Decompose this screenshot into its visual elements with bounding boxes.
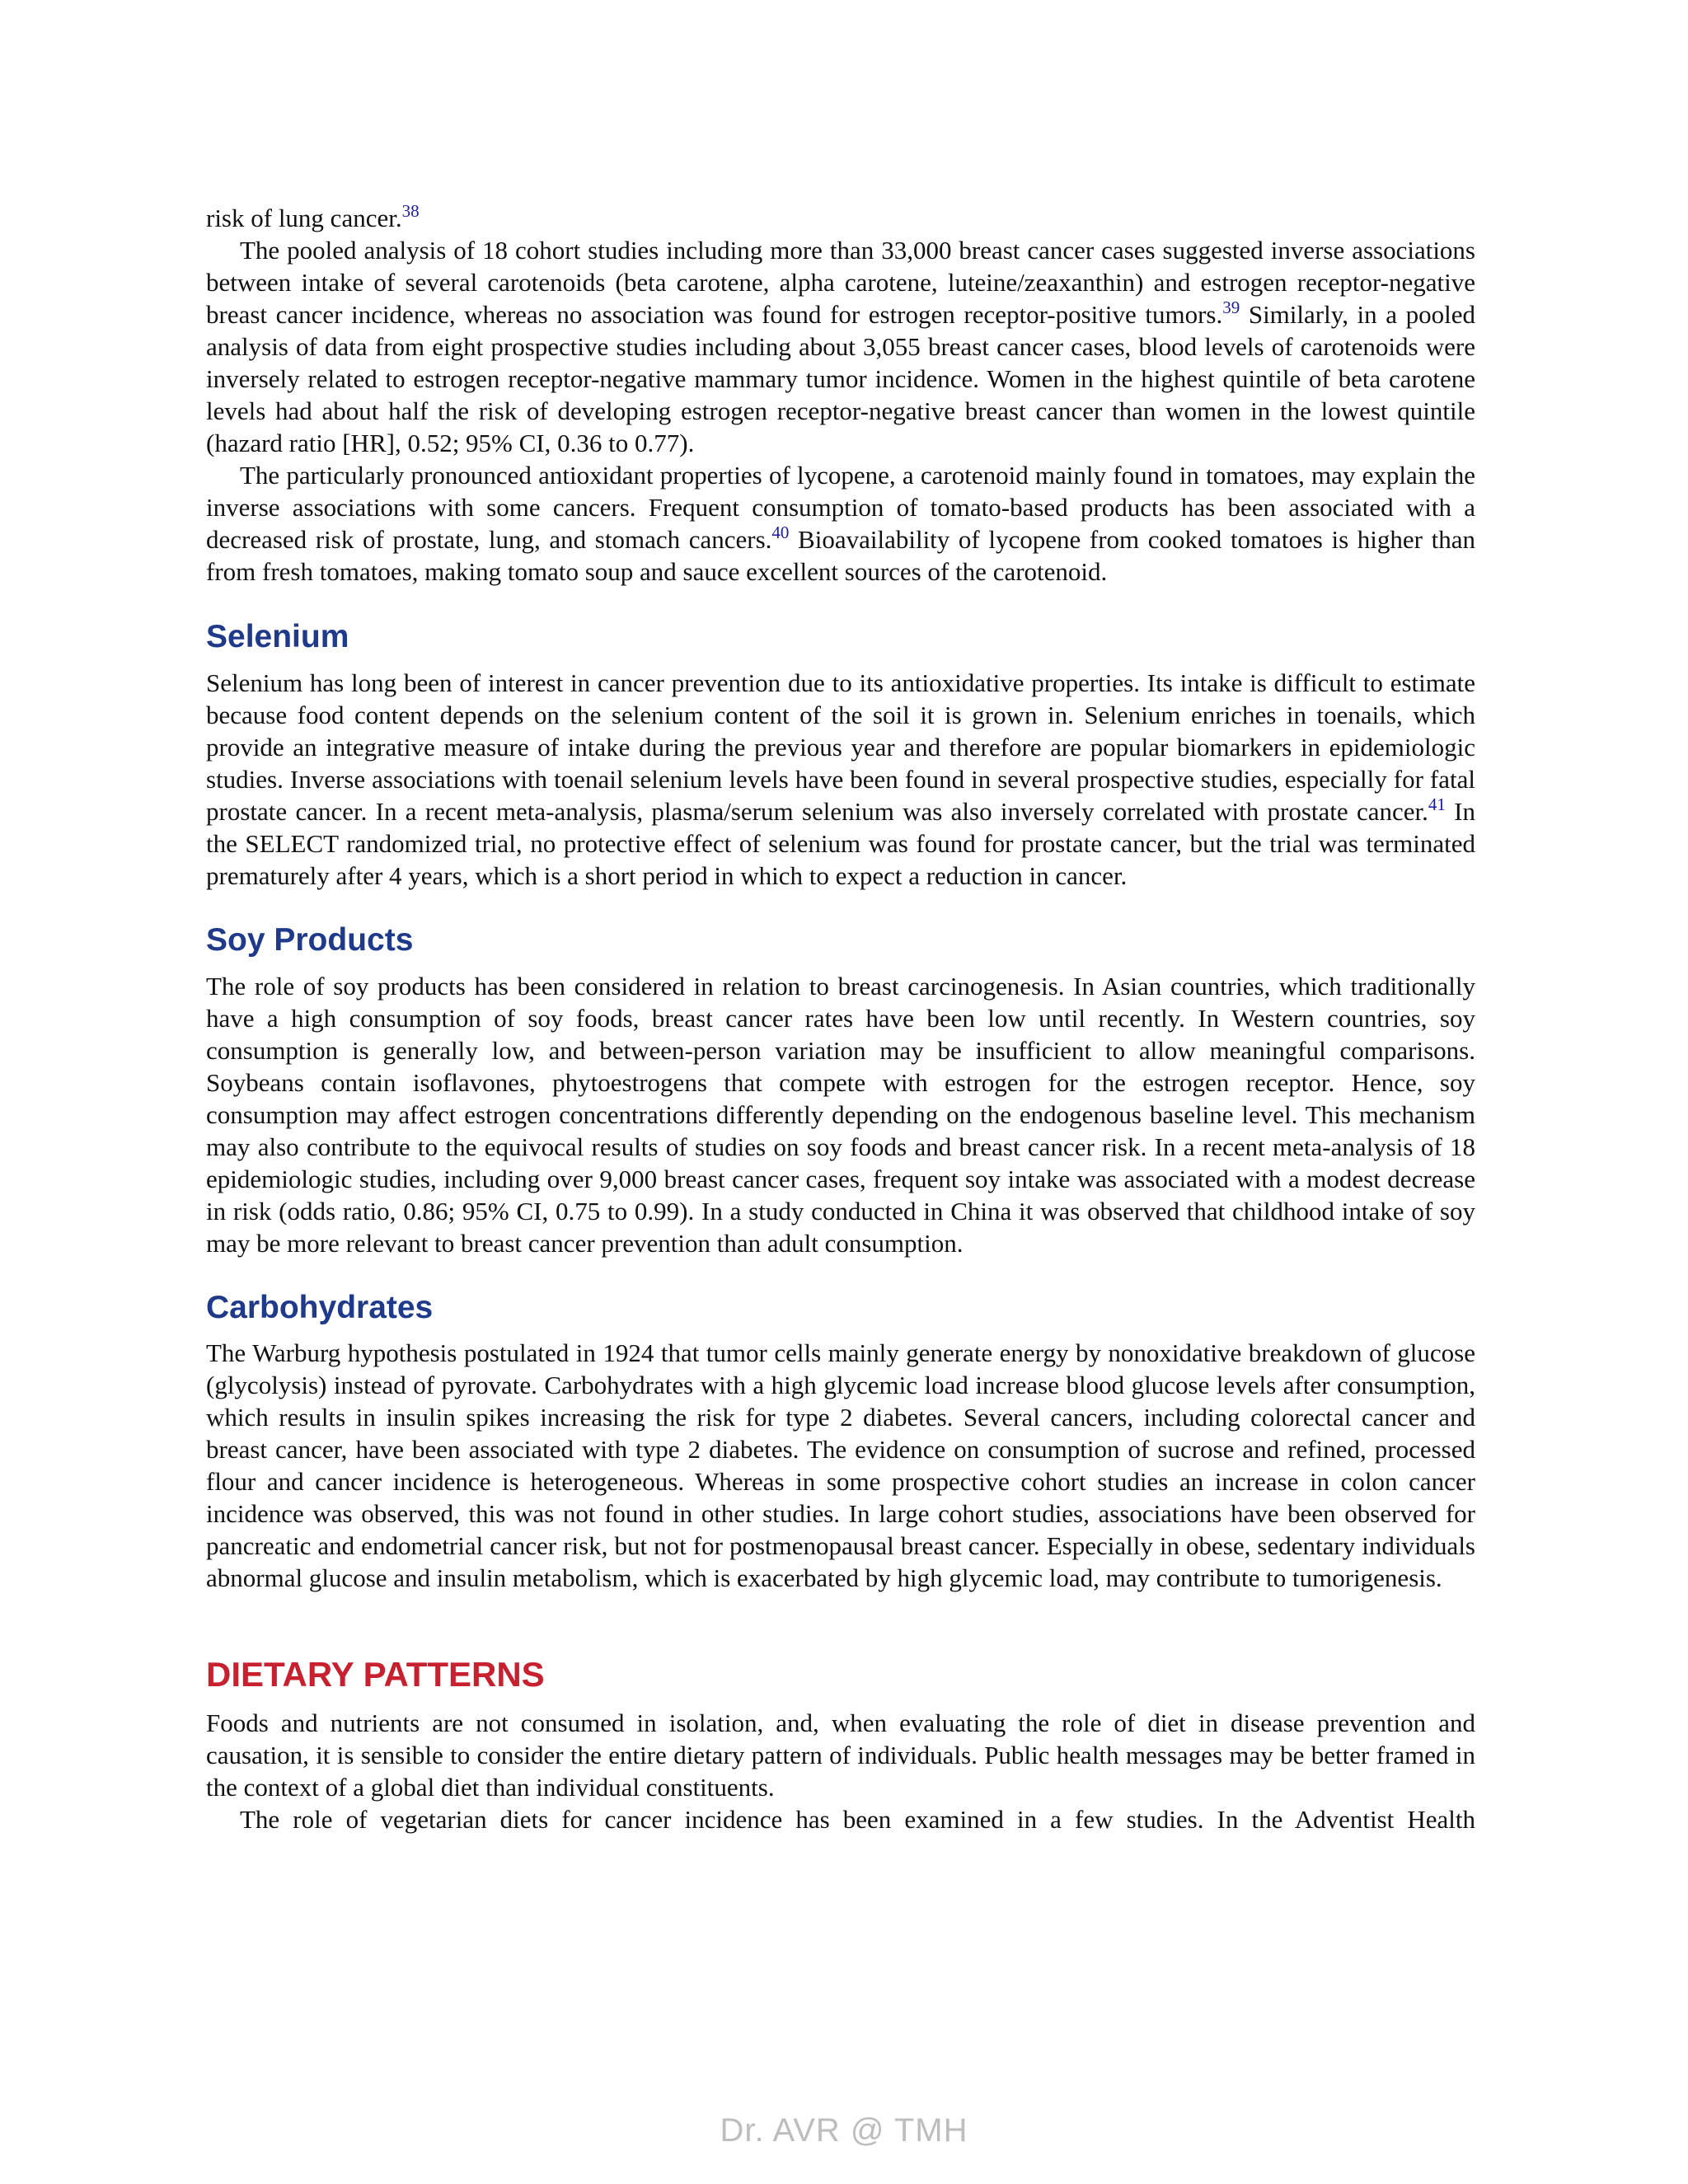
soy-products-paragraph: The role of soy products has been considered in relation to breast carcinogenesis. In Asian countries, which traditionally have a high consumption of soy foods, breast cancer rates have been low until recently. In Western countries, soy consumption is generally low, and between-person variation may be insufficient to allow meaningful comparisons. Soybeans contain isoflavones, phytoestrogens that compete with estrogen for the estrogen receptor. Hence, soy consumption may affect estrogen concentrations differently depending on the endogenous baseline level. This mechanism may also contribute to the equivocal results of studies on soy foods and breast cancer risk. In a recent meta-analysis of 18 epidemiologic studies, including over 9,000 breast cancer cases, frequent soy intake was associated with a modest decrease in risk (odds ratio, 0.86; 95% CI, 0.75 to 0.99). In a study conducted in China it was observed that childhood intake of soy may be more relevant to breast cancer prevention than adult consumption. [206,972,1475,1258]
carbohydrates-heading: Carbohydrates [206,1290,434,1325]
document-page [206,202,1475,1835]
reference-link-39[interactable]: 39 [1222,297,1240,317]
selenium-heading: Selenium [206,619,349,654]
dietary-patterns-paragraph-2: The role of vegetarian diets for cancer incidence has been examined in a few studies. In the Adventist Health [240,1805,1475,1834]
carotenoid-pooled-analysis-paragraph: The pooled analysis of 18 cohort studies including more than 33,000 breast cancer cases suggested inverse associations between intake of several carotenoids (beta carotene, alpha carotene, luteine/zeaxanthin) and estrogen receptor-negative breast cancer incidence, whereas no association was found for estrogen receptor-positive tumors.$^{39}$ Similarly, in a pooled analysis of data from eight prospective studies including about 3,055 breast cancer cases, blood levels of carotenoids were inversely related to estrogen receptor-negative mammary tumor incidence. Women in the highest quintile of beta carotene levels had about half the risk of developing estrogen receptor-negative breast cancer than women in the lowest quintile (hazard ratio [HR], 0.52; 95% CI, 0.36 to 0.77). [206,236,1475,457]
reference-link-38[interactable]: 38 [401,200,420,221]
carotenoid-paragraph-end: risk of lung cancer.$^{38}$ [206,200,420,232]
carbohydrates-paragraph: The Warburg hypothesis postulated in 1924 that tumor cells mainly generate energy by nonoxidative breakdown of glucose (glycolysis) instead of pyrovate. Carbohydrates with a high glycemic load increase blood glucose levels after consumption, which results in insulin spikes increasing the risk for type 2 diabetes. Several cancers, including colorectal cancer and breast cancer, have been associated with type 2 diabetes. The evidence on consumption of sucrose and refined, processed flour and cancer incidence is heterogeneous. Whereas in some prospective cohort studies an increase in colon cancer incidence was observed, this was not found in other studies. In large cohort studies, associations have been observed for pancreatic and endometrial cancer risk, but not for postmenopausal breast cancer. Especially in obese, sedentary individuals abnormal glucose and insulin metabolism, which is exacerbated by high glycemic load, may contribute to tumorigenesis. [206,1338,1475,1592]
dietary-patterns-heading: DIETARY PATTERNS [206,1655,545,1694]
reference-link-41[interactable]: 41 [1428,794,1446,814]
reference-link-40[interactable]: 40 [771,522,790,542]
soy-products-heading: Soy Products [206,922,414,958]
dietary-patterns-paragraph-1: Foods and nutrients are not consumed in isolation, and, when evaluating the role of diet in disease prevention and causation, it is sensible to consider the entire dietary pattern of individuals. Public health messages may be better framed in the context of a global diet than individual constituents. [206,1708,1475,1802]
selenium-paragraph: Selenium has long been of interest in cancer prevention due to its antioxidative properties. Its intake is difficult to estimate because food content depends on the selenium content of the soil it is grown in. Selenium enriches in toenails, which provide an integrative measure of intake during the previous year and therefore are popular biomarkers in epidemiologic studies. Inverse associations with toenail selenium levels have been found in several prospective studies, especially for fatal prostate cancer. In a recent meta-analysis, plasma/serum selenium was also inversely correlated with prostate cancer.$^{41}$ In the SELECT randomized trial, no protective effect of selenium was found for prostate cancer, but the trial was terminated prematurely after 4 years, which is a short period in which to expect a reduction in cancer. [206,668,1475,890]
watermark: Dr. AVR @ TMH [720,2112,968,2149]
lycopene-paragraph: The particularly pronounced antioxidant properties of lycopene, a carotenoid mainly found in tomatoes, may explain the inverse associations with some cancers. Frequent consumption of tomato-based products has been associated with a decreased risk of prostate, lung, and stomach cancers.$^{40}$ Bioavailability of lycopene from cooked tomatoes is higher than from fresh tomatoes, making tomato soup and sauce excellent sources of the carotenoid. [206,461,1476,586]
